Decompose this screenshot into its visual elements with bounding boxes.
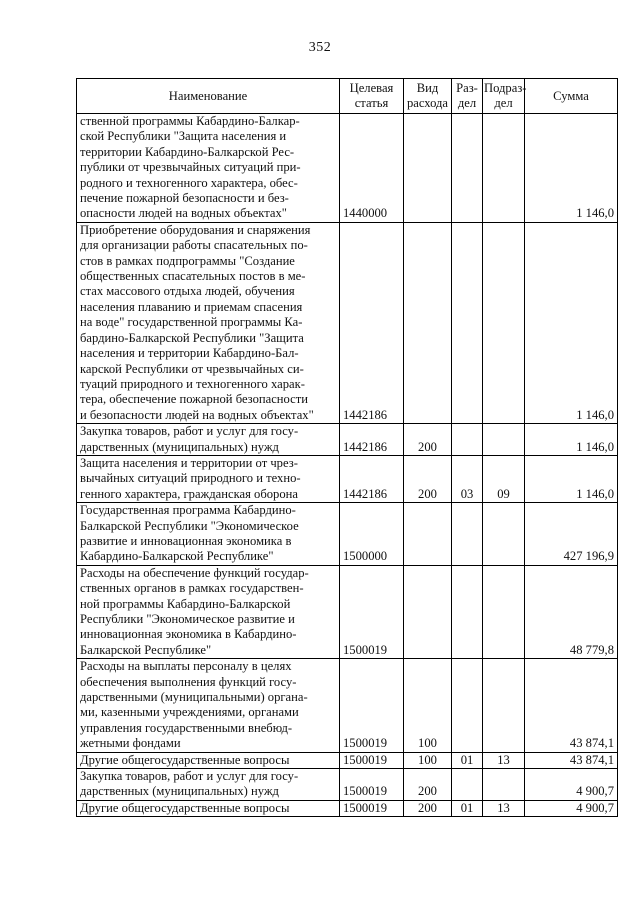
row-sum: 43 874,1	[525, 659, 618, 752]
header-subsection: Подраз- дел	[483, 79, 525, 114]
row-subsection	[483, 503, 525, 566]
row-name-line: общественных спасательных постов в ме-	[80, 269, 306, 284]
row-name-line: туаций природного и техногенного харак-	[80, 376, 305, 391]
row-expense-kind	[404, 114, 452, 223]
row-target-code: 1500019	[340, 800, 404, 816]
row-sum: 427 196,9	[525, 503, 618, 566]
row-sum: 4 900,7	[525, 800, 618, 816]
row-name-line: обеспечения выполнения функций госу-	[80, 674, 297, 689]
row-name-line: карской Республики от чрезвычайных си-	[80, 361, 304, 376]
row-expense-kind	[404, 565, 452, 658]
row-name-line: Балкарской Республики "Экономическое	[80, 518, 299, 533]
page-number: 352	[308, 40, 332, 55]
row-name-line: Кабардино-Балкарской Республике"	[80, 549, 274, 564]
row-section	[452, 565, 483, 658]
row-name-line: населения плаванию и приемам спасения	[80, 299, 303, 314]
table-row	[77, 114, 618, 223]
row-target-code: 1442186	[340, 424, 404, 456]
row-name-line: Другие общегосударственные вопросы	[80, 752, 290, 767]
row-name-line: Расходы на выплаты персоналу в целях	[80, 659, 292, 674]
row-expense-kind	[404, 222, 452, 423]
row-target-code: 1440000	[340, 114, 404, 223]
row-name-line: Приобретение оборудования и снаряжения	[80, 222, 311, 237]
row-sum: 1 146,0	[525, 222, 618, 423]
row-expense-kind: 100	[404, 659, 452, 752]
row-subsection	[483, 769, 525, 801]
row-name-line: жетными фондами	[80, 736, 181, 751]
row-section	[452, 769, 483, 801]
row-section: 03	[452, 455, 483, 502]
row-name	[77, 222, 340, 423]
row-target-code: 1442186	[340, 455, 404, 502]
row-sum: 1 146,0	[525, 114, 618, 223]
row-name	[77, 659, 340, 752]
row-sum: 4 900,7	[525, 769, 618, 801]
row-name-line: ственных органов в рамках государствен-	[80, 581, 304, 596]
header-section: Раз- дел	[452, 79, 483, 114]
table-row	[77, 659, 618, 752]
row-name-line: стах массового отдыха людей, обучения	[80, 284, 295, 299]
row-name-line: бардино-Балкарской Республики "Защита	[80, 330, 304, 345]
row-expense-kind: 200	[404, 800, 452, 816]
header-name: Наименование	[77, 79, 340, 114]
row-name-line: территории Кабардино-Балкарской Рес-	[80, 144, 295, 159]
row-section	[452, 222, 483, 423]
row-name-line: опасности людей на водных объектах"	[80, 206, 287, 221]
table-row	[77, 769, 618, 801]
row-name-line: дарственными (муниципальными) органа-	[80, 690, 308, 705]
table-row	[77, 455, 618, 502]
row-section	[452, 503, 483, 566]
row-name-line: Расходы на обеспечение функций государ-	[80, 565, 309, 580]
row-name-line: инновационная экономика в Кабардино-	[80, 627, 297, 642]
row-target-code: 1500000	[340, 503, 404, 566]
row-name-line: Защита населения и территории от чрез-	[80, 455, 298, 470]
row-section	[452, 114, 483, 223]
table-row	[77, 800, 618, 816]
row-subsection: 09	[483, 455, 525, 502]
row-name-line: Балкарской Республике"	[80, 642, 212, 657]
row-target-code: 1442186	[340, 222, 404, 423]
row-name-line: населения и территории Кабардино-Бал-	[80, 346, 299, 361]
row-name	[77, 800, 340, 816]
row-name	[77, 752, 340, 768]
table-row	[77, 424, 618, 456]
row-section: 01	[452, 752, 483, 768]
row-expense-kind: 200	[404, 769, 452, 801]
row-target-code: 1500019	[340, 769, 404, 801]
row-name	[77, 565, 340, 658]
row-name-line: Закупка товаров, работ и услуг для госу-	[80, 424, 299, 439]
row-name-line: генного характера, гражданская оборона	[80, 486, 298, 501]
row-expense-kind: 200	[404, 424, 452, 456]
table-header	[77, 79, 618, 114]
row-target-code: 1500019	[340, 752, 404, 768]
row-name-line: родного и техногенного характера, обес-	[80, 175, 298, 190]
row-name	[77, 769, 340, 801]
row-name-line: и безопасности людей на водных объектах"	[80, 407, 314, 422]
row-section: 01	[452, 800, 483, 816]
row-name	[77, 424, 340, 456]
row-section	[452, 424, 483, 456]
header-target: Целевая статья	[340, 79, 404, 114]
row-name-line: ственной программы Кабардино-Балкар-	[80, 114, 300, 128]
row-name-line: управления государственными внебюд-	[80, 720, 293, 735]
budget-table	[76, 78, 618, 817]
row-expense-kind: 200	[404, 455, 452, 502]
table-body	[77, 114, 618, 817]
table-row	[77, 503, 618, 566]
row-name-line: печение пожарной безопасности и без-	[80, 191, 289, 206]
row-subsection	[483, 659, 525, 752]
row-name-line: Государственная программа Кабардино-	[80, 503, 296, 518]
row-name-line: публики от чрезвычайных ситуаций при-	[80, 160, 301, 175]
row-name-line: на воде" государственной программы Ка-	[80, 315, 303, 330]
table-row	[77, 752, 618, 768]
row-name-line: ми, казенными учреждениями, органами	[80, 705, 299, 720]
row-name-line: тера, обеспечение пожарной безопасности	[80, 392, 308, 407]
row-subsection	[483, 565, 525, 658]
row-subsection	[483, 114, 525, 223]
row-name-line: дарственных (муниципальных) нужд	[80, 439, 279, 454]
row-target-code: 1500019	[340, 565, 404, 658]
row-name-line: стов в рамках подпрограммы "Создание	[80, 253, 295, 268]
row-name	[77, 503, 340, 566]
row-subsection: 13	[483, 752, 525, 768]
row-name-line: Республики "Экономическое развитие и	[80, 612, 295, 626]
row-expense-kind	[404, 503, 452, 566]
row-sum: 1 146,0	[525, 424, 618, 456]
row-sum: 43 874,1	[525, 752, 618, 768]
row-subsection: 13	[483, 800, 525, 816]
row-name	[77, 455, 340, 502]
row-subsection	[483, 222, 525, 423]
row-name-line: ской Республики "Защита населения и	[80, 129, 287, 144]
row-name-line: Другие общегосударственные вопросы	[80, 800, 290, 815]
row-subsection	[483, 424, 525, 456]
row-name-line: для организации работы спасательных по-	[80, 238, 308, 253]
row-name-line: дарственных (муниципальных) нужд	[80, 784, 279, 799]
row-name	[77, 114, 340, 223]
header-row	[77, 79, 618, 114]
row-name-line: вычайных ситуаций природного и техно-	[80, 471, 301, 486]
row-sum: 1 146,0	[525, 455, 618, 502]
row-name-line: развитие и инновационная экономика в	[80, 533, 292, 548]
row-name-line: ной программы Кабардино-Балкарской	[80, 596, 291, 611]
row-target-code: 1500019	[340, 659, 404, 752]
row-section	[452, 659, 483, 752]
table-row	[77, 565, 618, 658]
row-expense-kind: 100	[404, 752, 452, 768]
row-name-line: Закупка товаров, работ и услуг для госу-	[80, 769, 299, 784]
row-sum: 48 779,8	[525, 565, 618, 658]
table-row	[77, 222, 618, 423]
header-sum: Сумма	[525, 79, 618, 114]
header-kind: Вид расхода	[404, 79, 452, 114]
